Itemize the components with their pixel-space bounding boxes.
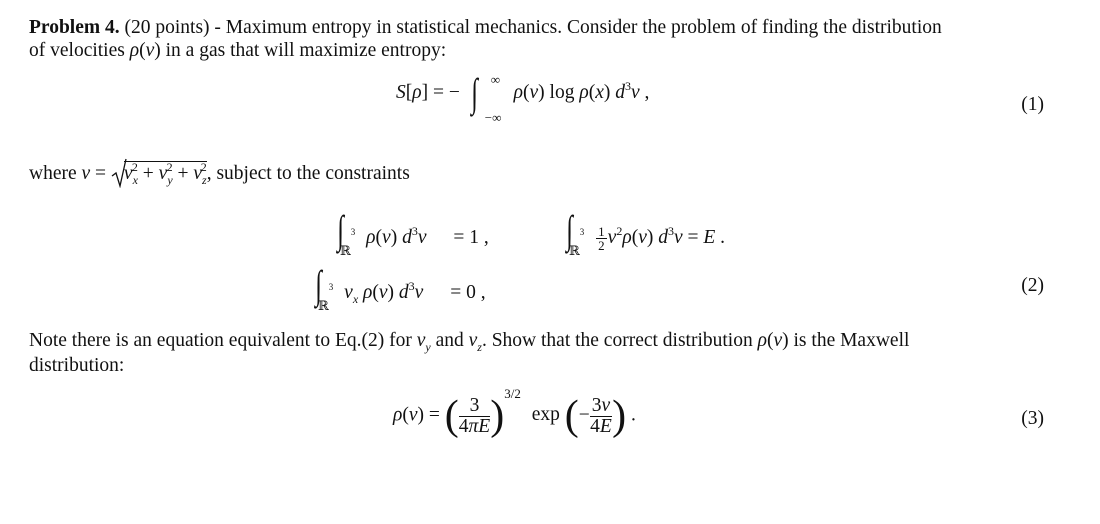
equation-3: ρ(v) = ( $\frac{3}{4\pi E}$ )$^{3/2}$ exp (− $\frac{3v}{4E}$ ) . <box>393 386 636 439</box>
rho-of-v: ρ <box>129 40 140 61</box>
equation-1-number: (1) <box>1021 94 1044 115</box>
intro-text-2a: of velocities <box>29 40 125 61</box>
intro-text-2b: in a gas that will maximize entropy: <box>165 40 447 61</box>
equation-3-number: (3) <box>1021 408 1044 429</box>
where-line: where $v = v_x^2 + v_y^2 + v_z^2$, subject to the constraints <box>29 160 410 187</box>
problem-heading: Problem 4. <box>29 17 120 38</box>
equation-2-number: (2) <box>1021 275 1044 296</box>
constraint-normalization: $\int_{ℝ^3}$ ρ(v) $d^3v = 1$ , <box>337 207 489 258</box>
note-paragraph: Note there is an equation equivalent to Eq.(2) for $v_y$ and $v_z$. Show that the correct distribution ρ(v) is the Maxwell distribution: <box>29 330 910 376</box>
equation-1: S[ρ] = − ∫ ∞ −∞ ρ(v) log ρ(x) $d^3v$ , <box>396 69 650 125</box>
intro-text-1: Consider the problem of finding the distribution <box>566 17 942 38</box>
problem-intro: Problem 4. (20 points) - Maximum entropy in statistical mechanics. Consider the problem of finding the distribution of velocities ρ(v) in a gas that will maximize entropy: <box>29 17 942 61</box>
constraint-energy: $\int_{ℝ^3}$ $\frac{1}{2}$ $v^2\rho(v) d^3v = E$ . <box>566 207 726 258</box>
constraint-momentum-x: $\int_{ℝ^3}$ $v_x$ ρ(v) $d^3v = 0$ , <box>315 262 486 313</box>
problem-points: (20 points) - Maximum entropy in statistical mechanics. <box>124 17 563 38</box>
